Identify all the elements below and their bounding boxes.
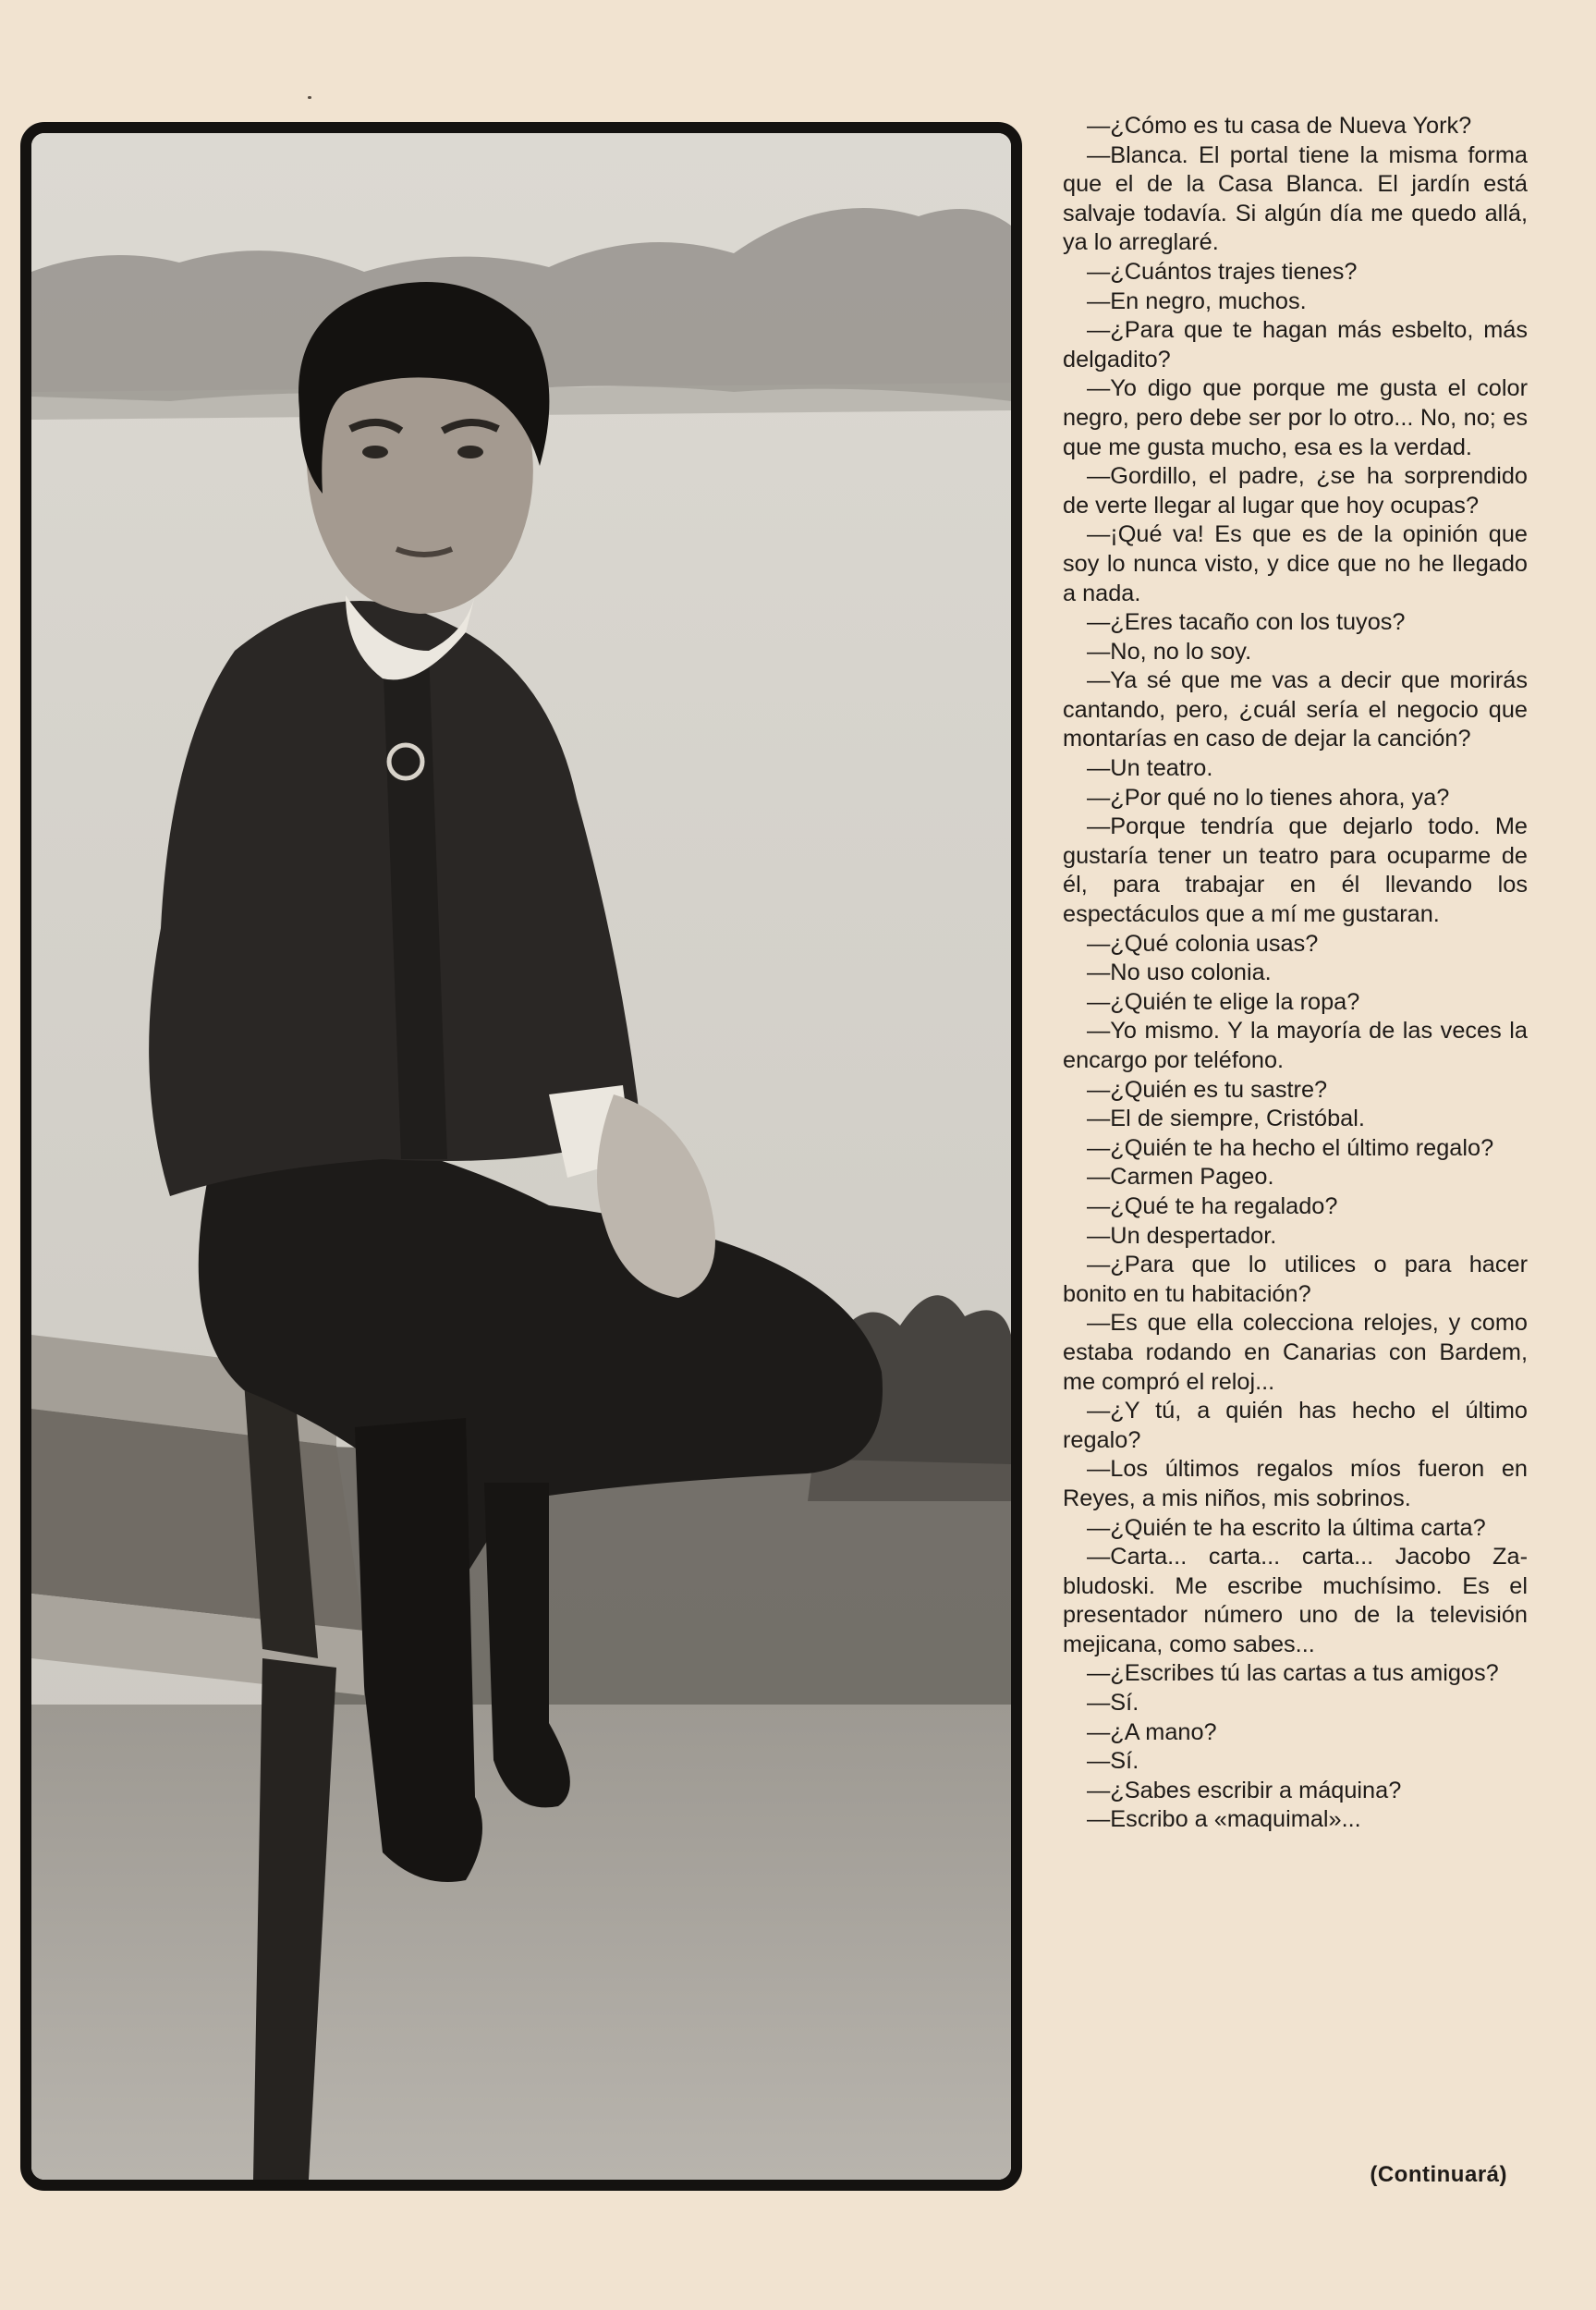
interview-line: —No uso colonia. (1087, 959, 1272, 986)
interview-line: —¿Qué colonia usas? (1087, 930, 1319, 957)
interview-line: —Escribo a «maquimal»... (1087, 1806, 1361, 1833)
interview-line: —Carta... carta... carta... Jacobo Zabludoski. Me escribe muchísimo. Es el presentador número uno de la televisión mejicana, como sabes... (1063, 1544, 1528, 1657)
portrait-photo (20, 122, 1022, 2191)
interview-line: —¿Escribes tú las cartas a tus amigos? (1087, 1660, 1499, 1687)
interview-line: —¿Para que te hagan más esbelto, más delgadito? (1063, 317, 1528, 373)
interview-line: —No, no lo soy. (1087, 638, 1252, 665)
interview-line: —¿Quién te ha hecho el último regalo? (1087, 1134, 1494, 1161)
interview-line: —Yo digo que porque me gusta el color negro, pero debe ser por lo otro... No, no; es que me gusta mucho, esa es la verdad. (1063, 375, 1528, 460)
interview-line: —¡Qué va! Es que es de la opinión que soy lo nunca visto, y dice que no he llegado a nada. (1063, 521, 1528, 606)
interview-line: —Blanca. El portal tiene la misma forma que el de la Casa Blanca. El jardín está salvaje todavía. Si algún día me quedo allá, ya lo arreglaré. (1063, 141, 1528, 256)
print-speck (308, 96, 311, 99)
interview-line: —Yo mismo. Y la mayoría de las veces la encargo por teléfono. (1063, 1018, 1528, 1073)
interview-line: —¿Eres tacaño con los tuyos? (1087, 609, 1406, 636)
interview-line: —Porque tendría que dejarlo todo. Me gustaría tener un teatro para ocuparme de él, para trabajar en él llevando los espectáculos que a mí me gustaran. (1063, 813, 1528, 928)
interview-line: —¿Quién es tu sastre? (1087, 1076, 1328, 1103)
interview-line: —Un despertador. (1087, 1222, 1277, 1249)
interview-line: —Los últimos regalos míos fueron en Reyes, a mis niños, mis sobrinos. (1063, 1456, 1528, 1511)
interview-line: —¿Quién te elige la ropa? (1087, 988, 1360, 1015)
interview-line: —Sí. (1087, 1748, 1139, 1775)
interview-line: —¿A mano? (1087, 1718, 1217, 1745)
interview-line: —Carmen Pageo. (1087, 1164, 1274, 1191)
interview-line: —¿Cómo es tu casa de Nueva York? (1087, 113, 1472, 139)
continuation-note: (Continuará) (1370, 2162, 1507, 2187)
interview-line: —Sí. (1087, 1690, 1139, 1717)
photo-illustration (31, 133, 1011, 2180)
interview-line: —¿Y tú, a quién has hecho el último regalo? (1063, 1398, 1528, 1453)
interview-line: —El de siempre, Cristóbal. (1087, 1106, 1365, 1132)
interview-line: —¿Por qué no lo tienes ahora, ya? (1087, 784, 1450, 811)
interview-line: —Un teatro. (1087, 755, 1213, 782)
interview-line: —¿Para que lo utilices o para hacer bonito en tu habitación? (1063, 1252, 1528, 1307)
interview-line: —¿Quién te ha escrito la última carta? (1087, 1514, 1486, 1541)
interview-line: —¿Qué te ha regalado? (1087, 1192, 1338, 1219)
interview-line: —Gordillo, el padre, ¿se ha sorprendido de verte llegar al lugar que hoy ocupas? (1063, 463, 1528, 519)
interview-line: —¿Sabes escribir a máquina? (1087, 1777, 1402, 1803)
interview-line: —En negro, muchos. (1087, 287, 1307, 314)
interview-line: —Es que ella colecciona relojes, y como estaba rodando en Canarias con Bardem, me compró el reloj... (1063, 1310, 1528, 1395)
interview-line: —¿Cuántos trajes tienes? (1087, 258, 1358, 285)
interview-line: —Ya sé que me vas a decir que morirás cantando, pero, ¿cuál sería el negocio que montarías en caso de dejar la canción? (1063, 667, 1528, 752)
interview-column (1063, 112, 1528, 1835)
